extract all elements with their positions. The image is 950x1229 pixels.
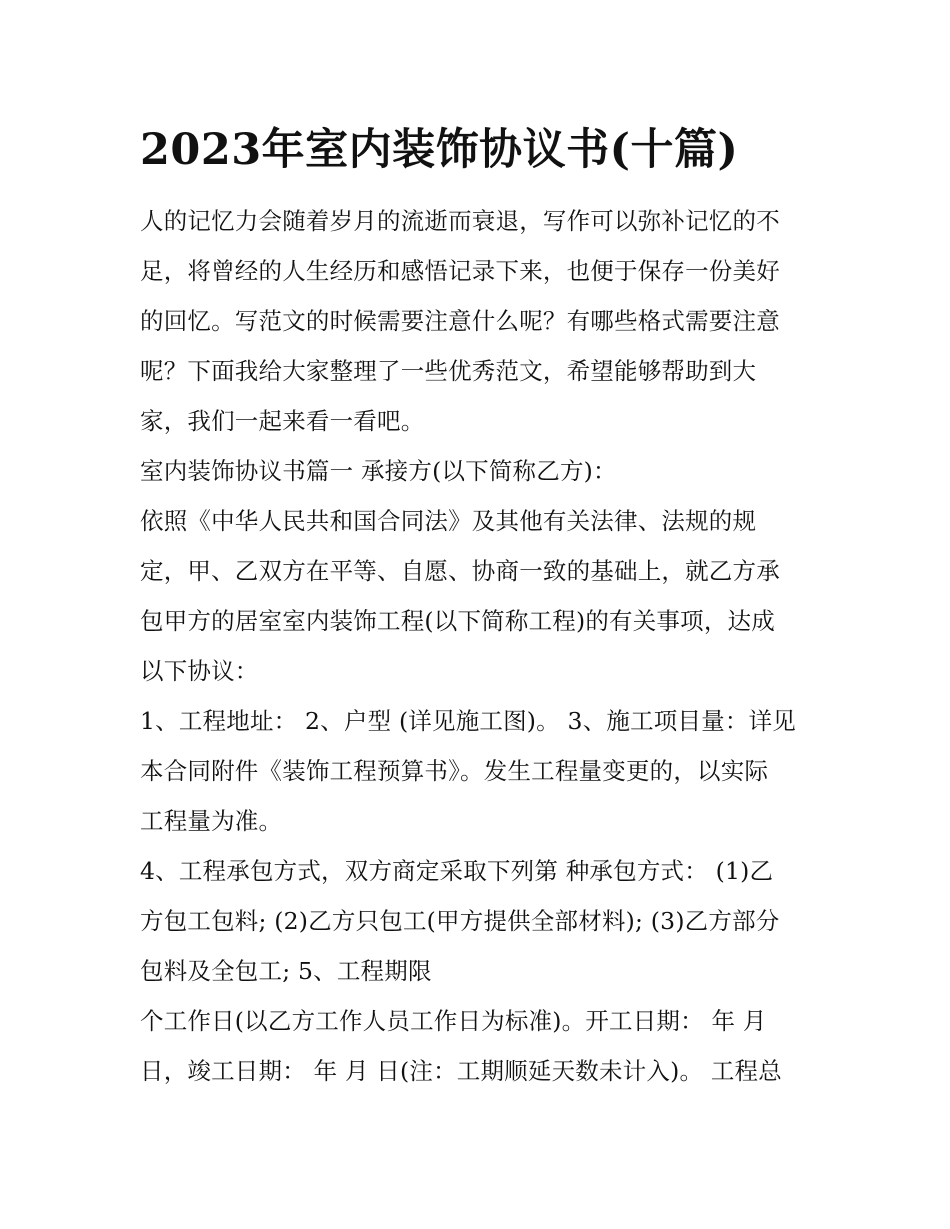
intro-paragraph: [140, 196, 820, 446]
text-line: 工程量为准。: [140, 807, 283, 835]
text-line: 人的记忆力会随着岁月的流逝而衰退，写作可以弥补记忆的不: [140, 207, 780, 235]
clause-4-5-paragraph: [140, 846, 820, 996]
text-line: 足，将曾经的人生经历和感悟记录下来，也便于保存一份美好: [140, 257, 780, 285]
agreement-basis-paragraph: [140, 496, 820, 696]
text-line: 个工作日(以乙方工作人员工作日为标准)。开工日期： 年 月: [140, 1007, 767, 1035]
section-heading-paragraph: [140, 446, 820, 496]
text-line: 家，我们一起来看一看吧。: [140, 407, 425, 435]
clause-1-3-paragraph: [140, 696, 820, 846]
text-line: 4、工程承包方式，双方商定采取下列第 种承包方式： (1)乙: [140, 857, 774, 885]
text-line: 方包工包料; (2)乙方只包工(甲方提供全部材料); (3)乙方部分: [140, 907, 780, 935]
text-line: 室内装饰协议书篇一 承接方(以下简称乙方)：: [140, 457, 617, 485]
text-line: 的回忆。写范文的时候需要注意什么呢？有哪些格式需要注意: [140, 307, 780, 335]
text-line: 本合同附件《装饰工程预算书》。发生工程量变更的，以实际: [140, 757, 769, 785]
text-line: 包料及全包工; 5、工程期限: [140, 957, 432, 985]
text-line: 日，竣工日期： 年 月 日(注：工期顺延天数未计入)。 工程总: [140, 1057, 782, 1085]
text-line: 依照《中华人民共和国合同法》及其他有关法律、法规的规: [140, 507, 757, 535]
text-line: 呢？下面我给大家整理了一些优秀范文，希望能够帮助到大: [140, 357, 757, 385]
text-line: 定，甲、乙双方在平等、自愿、协商一致的基础上，就乙方承: [140, 557, 780, 585]
document-page: [140, 118, 820, 1096]
schedule-paragraph: [140, 996, 820, 1096]
text-line: 以下协议：: [140, 657, 259, 685]
text-line: 包甲方的居室室内装饰工程(以下简称工程)的有关事项，达成: [140, 607, 775, 635]
text-line: 1、工程地址： 2、户型 (详见施工图)。 3、施工项目量：详见: [140, 707, 796, 735]
document-title: 2023年室内装饰协议书(十篇): [140, 125, 739, 175]
